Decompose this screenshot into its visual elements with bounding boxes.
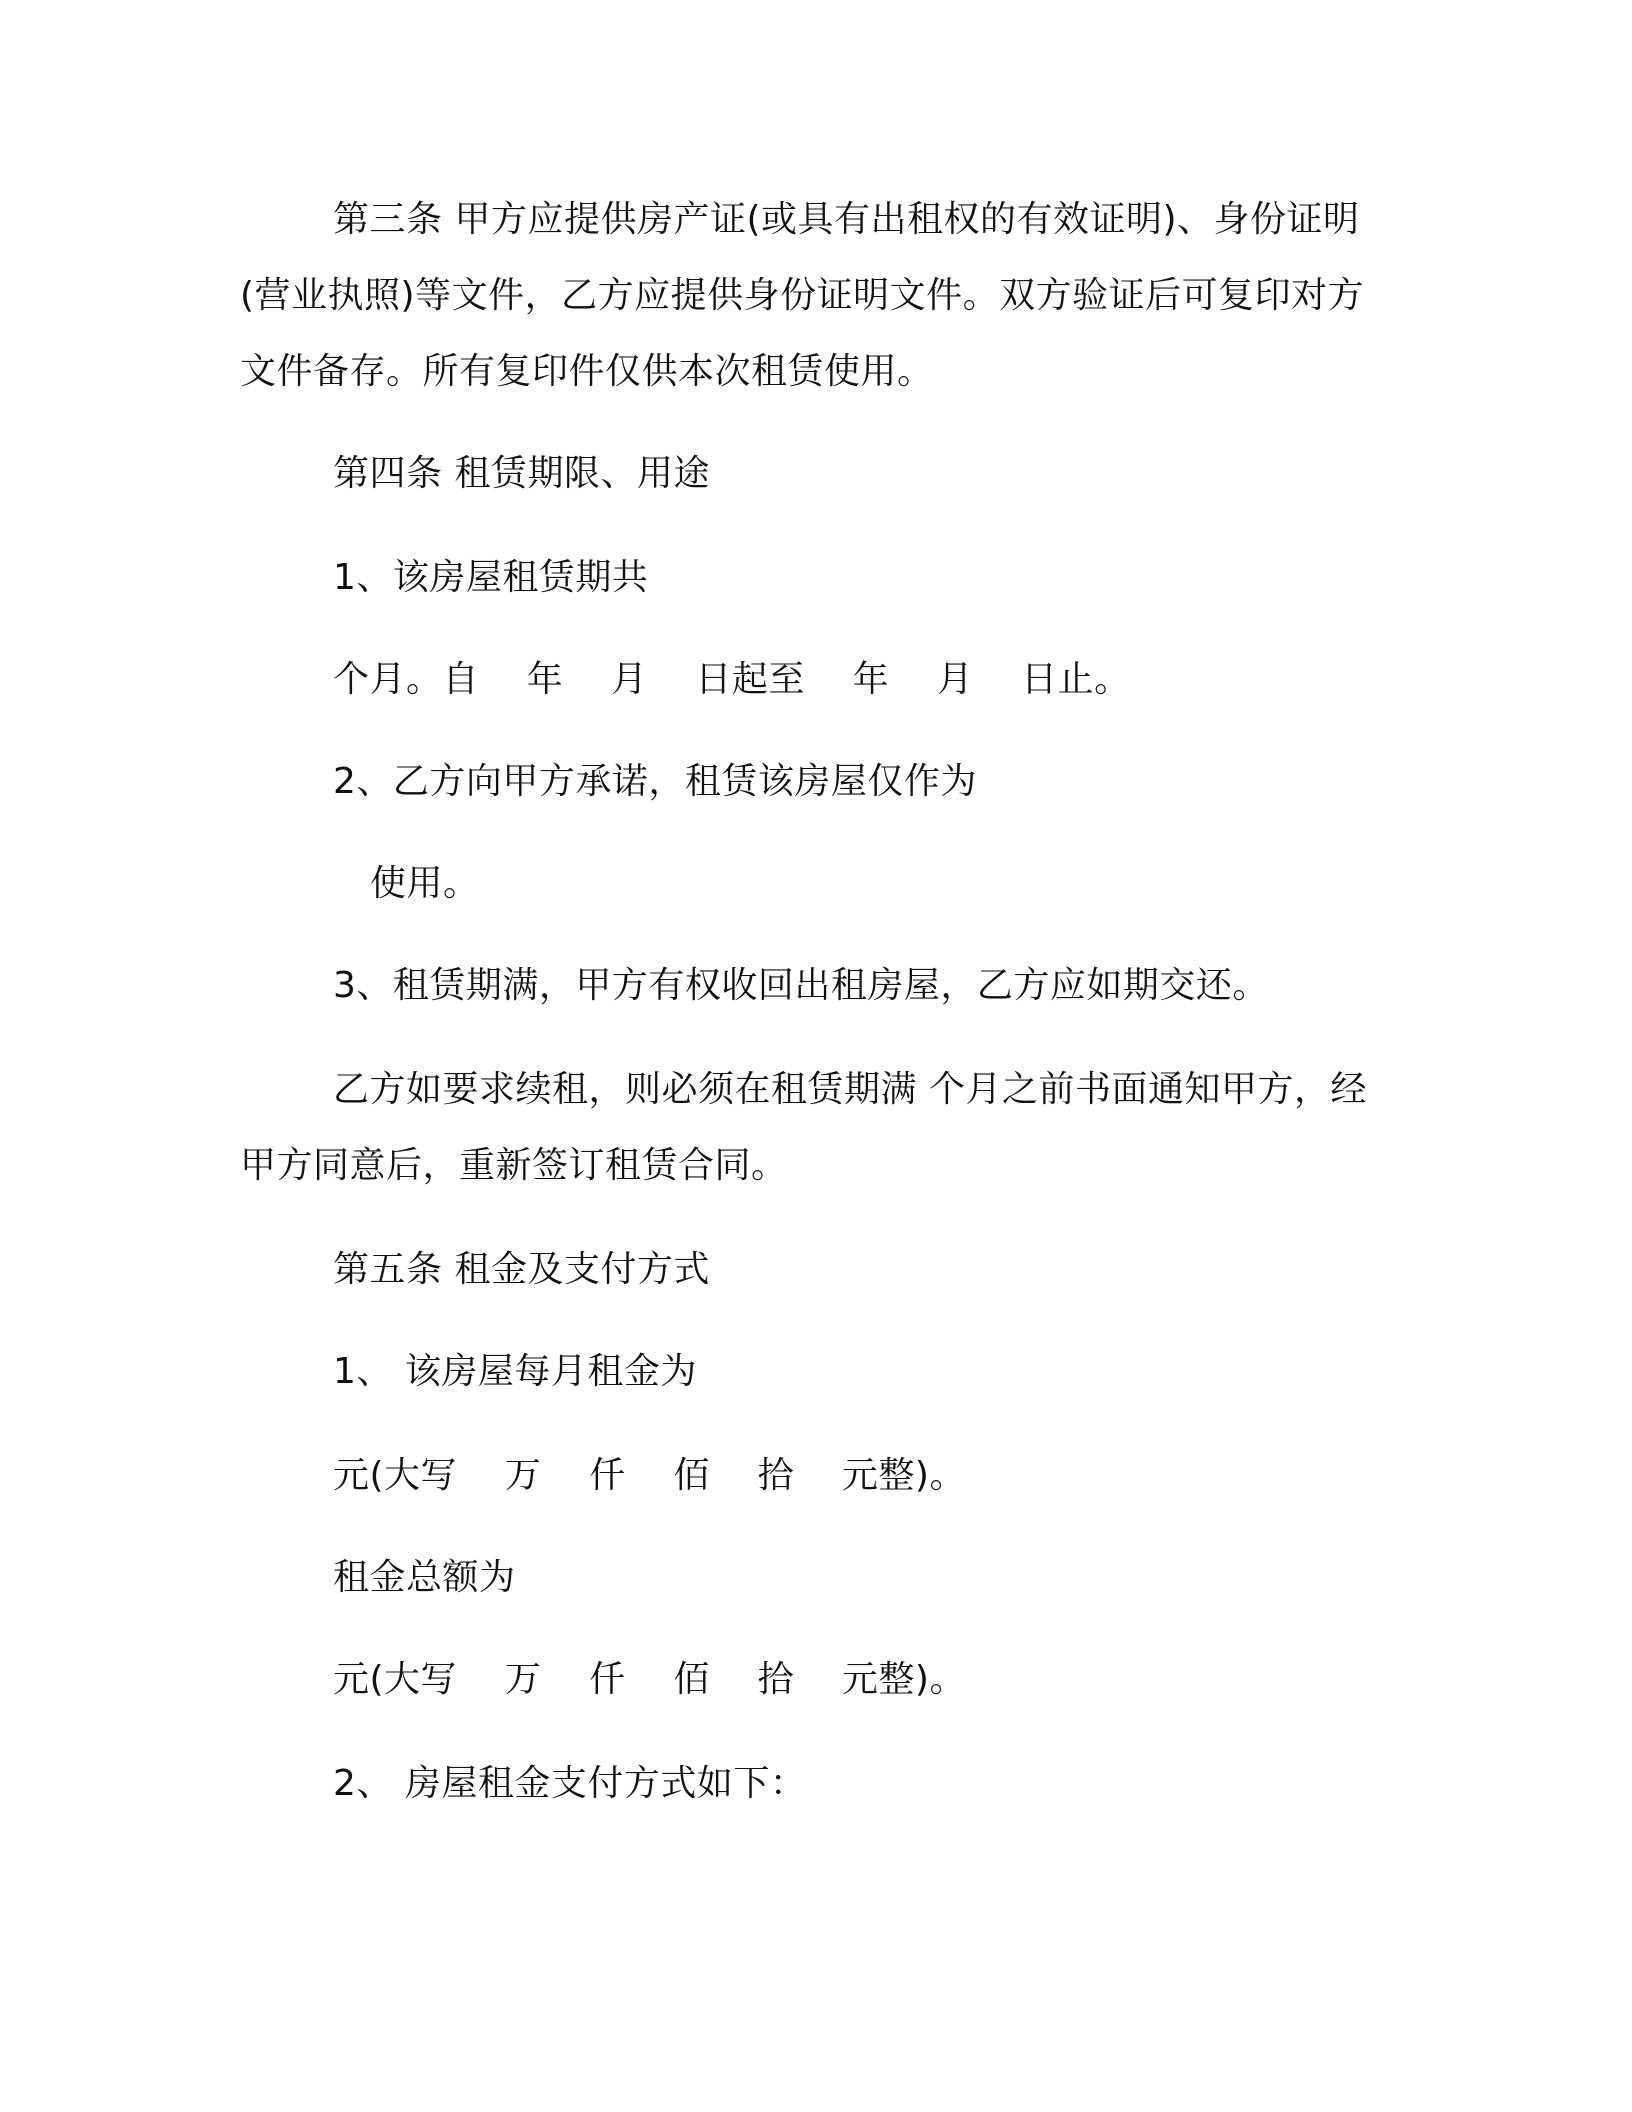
article4-item2-line1: 2、乙方向甲方承诺，租赁该房屋仅作为 <box>333 761 977 802</box>
article4-item3: 3、租赁期满，甲方有权收回出租房屋，乙方应如期交还。 <box>333 965 1269 1006</box>
article5-total-line1: 租金总额为 <box>333 1557 516 1598</box>
article5-heading: 第五条 租金及支付方式 <box>333 1249 710 1290</box>
article3-line3: 文件备存。所有复印件仅供本次租赁使用。 <box>240 351 934 392</box>
article5-total-line2: 元(大写 万 仟 佰 拾 元整)。 <box>333 1659 966 1700</box>
article4-renewal-line2: 甲方同意后，重新签订租赁合同。 <box>240 1145 788 1186</box>
article3-line1: 第三条 甲方应提供房产证(或具有出租权的有效证明)、身份证明 <box>333 199 1360 240</box>
article5-item1-line2: 元(大写 万 仟 佰 拾 元整)。 <box>333 1455 966 1496</box>
article4-renewal-line1: 乙方如要求续租，则必须在租赁期满 个月之前书面通知甲方，经 <box>333 1069 1367 1110</box>
article3-line2: (营业执照)等文件，乙方应提供身份证明文件。双方验证后可复印对方 <box>240 275 1365 316</box>
article4-item1-line2: 个月。自 年 月 日起至 年 月 日止。 <box>333 659 1131 700</box>
article4-item2-line2: 使用。 <box>370 863 480 904</box>
article5-item1-line1: 1、 该房屋每月租金为 <box>333 1351 697 1392</box>
article4-item1-line1: 1、该房屋租赁期共 <box>333 557 649 598</box>
article4-heading: 第四条 租赁期限、用途 <box>333 453 710 494</box>
article5-item2: 2、 房屋租金支付方式如下： <box>333 1763 807 1804</box>
